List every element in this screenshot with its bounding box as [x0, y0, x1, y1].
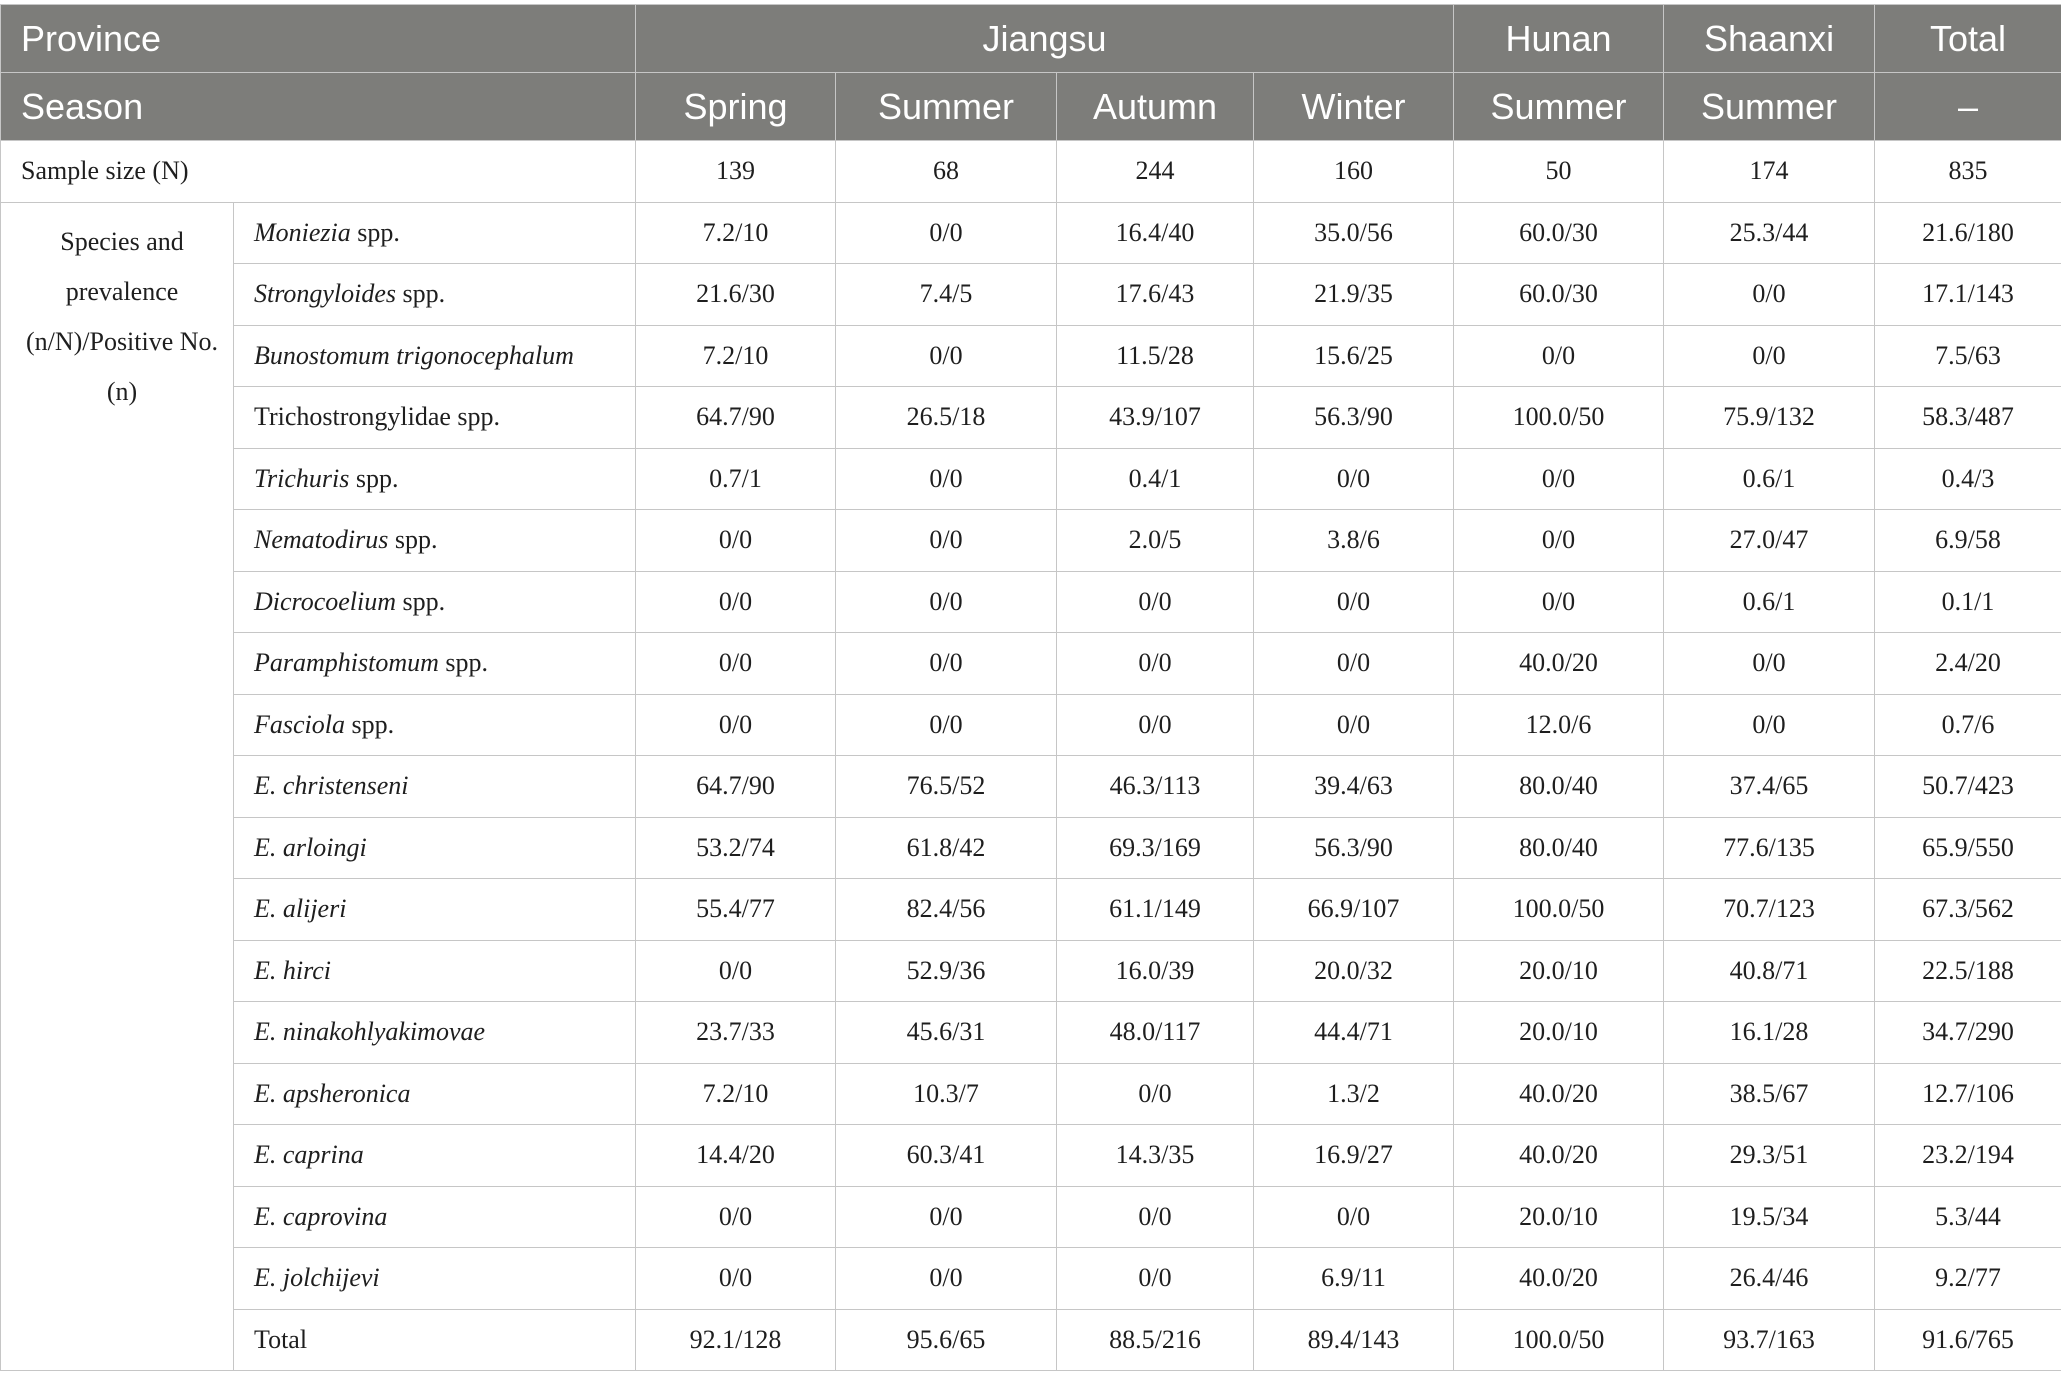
- species-name-italic: E. jolchijevi: [254, 1263, 380, 1293]
- prevalence-cell: 0/0: [1057, 571, 1254, 633]
- prevalence-cell: 19.5/34: [1664, 1186, 1875, 1248]
- prevalence-cell: 14.3/35: [1057, 1125, 1254, 1187]
- species-name-italic: Moniezia: [254, 217, 351, 247]
- table-row: [1, 510, 2061, 572]
- species-name: [234, 694, 636, 756]
- table-row: [1, 1063, 2061, 1125]
- species-name-rest: spp.: [349, 463, 399, 493]
- prevalence-cell: 7.5/63: [1875, 325, 2061, 387]
- prevalence-cell: 21.9/35: [1254, 264, 1454, 326]
- species-name-italic: Nematodirus: [254, 525, 389, 555]
- species-name: [234, 756, 636, 818]
- season-cell: Spring: [636, 73, 836, 141]
- prevalence-cell: 64.7/90: [636, 387, 836, 449]
- prevalence-cell: 0/0: [836, 1248, 1057, 1310]
- species-name: [234, 387, 636, 449]
- table-row: [1, 571, 2061, 633]
- season-cell: Winter: [1254, 73, 1454, 141]
- prevalence-cell: 21.6/180: [1875, 202, 2061, 264]
- prevalence-cell: 0/0: [1254, 633, 1454, 695]
- species-name: [234, 448, 636, 510]
- prevalence-cell: 52.9/36: [836, 940, 1057, 1002]
- season-cell: –: [1875, 73, 2061, 141]
- prevalence-cell: 0/0: [1254, 1186, 1454, 1248]
- prevalence-cell: 60.0/30: [1454, 264, 1664, 326]
- prevalence-cell: 16.9/27: [1254, 1125, 1454, 1187]
- prevalence-cell: 0/0: [1254, 448, 1454, 510]
- prevalence-cell: 45.6/31: [836, 1002, 1057, 1064]
- prevalence-cell: 0/0: [1664, 633, 1875, 695]
- prevalence-cell: 25.3/44: [1664, 202, 1875, 264]
- species-name-italic: E. caprina: [254, 1140, 364, 1170]
- prevalence-cell: 0/0: [636, 633, 836, 695]
- table-row: [1, 264, 2061, 326]
- sample-size-cell: 139: [636, 141, 836, 203]
- prevalence-table: [0, 4, 2061, 1371]
- species-name-italic: E. ninakohlyakimovae: [254, 1017, 486, 1047]
- prevalence-cell: 0/0: [1454, 510, 1664, 572]
- table-row: [1, 940, 2061, 1002]
- season-cell: Summer: [1664, 73, 1875, 141]
- species-name: [234, 1186, 636, 1248]
- prevalence-cell: 0/0: [1057, 1063, 1254, 1125]
- table-row: [1, 1002, 2061, 1064]
- prevalence-cell: 93.7/163: [1664, 1309, 1875, 1371]
- prevalence-cell: 0.6/1: [1664, 448, 1875, 510]
- prevalence-cell: 7.2/10: [636, 325, 836, 387]
- table-row: [1, 694, 2061, 756]
- table-row: [1, 756, 2061, 818]
- prevalence-cell: 0/0: [1454, 448, 1664, 510]
- season-header: Season: [1, 73, 636, 141]
- prevalence-cell: 61.1/149: [1057, 879, 1254, 941]
- species-name-italic: Paramphistomum: [254, 648, 439, 678]
- sample-size-row: [1, 141, 2061, 203]
- prevalence-cell: 21.6/30: [636, 264, 836, 326]
- species-name-italic: E. alijeri: [254, 894, 347, 924]
- prevalence-cell: 0/0: [636, 571, 836, 633]
- prevalence-cell: 0.4/3: [1875, 448, 2061, 510]
- season-cell: Summer: [836, 73, 1057, 141]
- prevalence-cell: 0/0: [636, 694, 836, 756]
- hunan-header: Hunan: [1454, 5, 1664, 73]
- prevalence-cell: 48.0/117: [1057, 1002, 1254, 1064]
- prevalence-cell: 23.2/194: [1875, 1125, 2061, 1187]
- prevalence-cell: 22.5/188: [1875, 940, 2061, 1002]
- prevalence-cell: 0.6/1: [1664, 571, 1875, 633]
- prevalence-cell: 75.9/132: [1664, 387, 1875, 449]
- prevalence-cell: 91.6/765: [1875, 1309, 2061, 1371]
- prevalence-cell: 2.0/5: [1057, 510, 1254, 572]
- prevalence-cell: 46.3/113: [1057, 756, 1254, 818]
- sample-size-cell: 50: [1454, 141, 1664, 203]
- prevalence-cell: 2.4/20: [1875, 633, 2061, 695]
- prevalence-cell: 95.6/65: [836, 1309, 1057, 1371]
- species-name: [234, 325, 636, 387]
- table-row: [1, 325, 2061, 387]
- prevalence-cell: 16.0/39: [1057, 940, 1254, 1002]
- prevalence-cell: 0/0: [636, 1186, 836, 1248]
- prevalence-cell: 0/0: [1664, 264, 1875, 326]
- header-row-province: [1, 5, 2061, 73]
- table-row: [1, 633, 2061, 695]
- species-name: [234, 1063, 636, 1125]
- species-name-rest: Total: [254, 1324, 308, 1354]
- prevalence-cell: 100.0/50: [1454, 879, 1664, 941]
- prevalence-cell: 0/0: [636, 940, 836, 1002]
- prevalence-cell: 0/0: [636, 510, 836, 572]
- sample-size-cell: 835: [1875, 141, 2061, 203]
- prevalence-cell: 0/0: [1664, 694, 1875, 756]
- species-name-rest: spp.: [396, 279, 446, 309]
- species-name-rest: spp.: [388, 525, 438, 555]
- table-row: [1, 1125, 2061, 1187]
- total-header: Total: [1875, 5, 2061, 73]
- species-name-italic: E. arloingi: [254, 832, 367, 862]
- prevalence-cell: 89.4/143: [1254, 1309, 1454, 1371]
- prevalence-cell: 56.3/90: [1254, 387, 1454, 449]
- table-row: [1, 879, 2061, 941]
- prevalence-cell: 100.0/50: [1454, 1309, 1664, 1371]
- prevalence-cell: 40.0/20: [1454, 1248, 1664, 1310]
- prevalence-cell: 0/0: [1254, 694, 1454, 756]
- prevalence-cell: 35.0/56: [1254, 202, 1454, 264]
- species-name-italic: E. apsheronica: [254, 1078, 411, 1108]
- jiangsu-header: Jiangsu: [636, 5, 1454, 73]
- species-name: [234, 940, 636, 1002]
- species-name-italic: Dicrocoelium: [254, 586, 396, 616]
- prevalence-cell: 17.6/43: [1057, 264, 1254, 326]
- prevalence-cell: 77.6/135: [1664, 817, 1875, 879]
- table-row: [1, 448, 2061, 510]
- sample-size-cell: 174: [1664, 141, 1875, 203]
- prevalence-cell: 50.7/423: [1875, 756, 2061, 818]
- prevalence-cell: 69.3/169: [1057, 817, 1254, 879]
- sample-size-cell: 68: [836, 141, 1057, 203]
- prevalence-cell: 16.1/28: [1664, 1002, 1875, 1064]
- species-name-rest: spp.: [350, 217, 400, 247]
- prevalence-cell: 0/0: [1057, 1186, 1254, 1248]
- prevalence-cell: 11.5/28: [1057, 325, 1254, 387]
- prevalence-cell: 10.3/7: [836, 1063, 1057, 1125]
- season-cell: Autumn: [1057, 73, 1254, 141]
- prevalence-cell: 92.1/128: [636, 1309, 836, 1371]
- prevalence-cell: 15.6/25: [1254, 325, 1454, 387]
- prevalence-cell: 65.9/550: [1875, 817, 2061, 879]
- prevalence-cell: 66.9/107: [1254, 879, 1454, 941]
- prevalence-cell: 20.0/10: [1454, 940, 1664, 1002]
- species-name-rest: Trichostrongylidae spp.: [254, 402, 501, 432]
- prevalence-cell: 56.3/90: [1254, 817, 1454, 879]
- prevalence-cell: 26.5/18: [836, 387, 1057, 449]
- prevalence-cell: 60.3/41: [836, 1125, 1057, 1187]
- table-row: [1, 817, 2061, 879]
- prevalence-cell: 3.8/6: [1254, 510, 1454, 572]
- prevalence-cell: 55.4/77: [636, 879, 836, 941]
- prevalence-cell: 61.8/42: [836, 817, 1057, 879]
- species-name: [234, 1248, 636, 1310]
- prevalence-cell: 7.2/10: [636, 202, 836, 264]
- prevalence-cell: 6.9/11: [1254, 1248, 1454, 1310]
- season-cell: Summer: [1454, 73, 1664, 141]
- species-name-italic: Trichuris: [254, 463, 350, 493]
- table-row: [1, 1309, 2061, 1371]
- prevalence-cell: 44.4/71: [1254, 1002, 1454, 1064]
- group-label: Species and prevalence (n/N)/Positive No. (n): [1, 202, 234, 1371]
- sample-size-cell: 160: [1254, 141, 1454, 203]
- species-name-rest: spp.: [438, 648, 489, 678]
- prevalence-cell: 80.0/40: [1454, 756, 1664, 818]
- prevalence-cell: 0/0: [1254, 571, 1454, 633]
- species-name: [234, 1125, 636, 1187]
- prevalence-cell: 14.4/20: [636, 1125, 836, 1187]
- prevalence-cell: 40.0/20: [1454, 633, 1664, 695]
- prevalence-cell: 80.0/40: [1454, 817, 1664, 879]
- prevalence-cell: 27.0/47: [1664, 510, 1875, 572]
- header-row-season: [1, 73, 2061, 141]
- prevalence-cell: 0.1/1: [1875, 571, 2061, 633]
- species-name: [234, 264, 636, 326]
- species-name: [234, 1002, 636, 1064]
- prevalence-cell: 40.8/71: [1664, 940, 1875, 1002]
- prevalence-cell: 88.5/216: [1057, 1309, 1254, 1371]
- species-name: [234, 202, 636, 264]
- prevalence-cell: 20.0/32: [1254, 940, 1454, 1002]
- sample-size-cell: 244: [1057, 141, 1254, 203]
- prevalence-cell: 0/0: [1057, 1248, 1254, 1310]
- species-name-rest: spp.: [396, 586, 446, 616]
- prevalence-cell: 0/0: [1664, 325, 1875, 387]
- table-row: [1, 202, 2061, 264]
- table-row: [1, 1248, 2061, 1310]
- species-name: [234, 1309, 636, 1371]
- prevalence-cell: 29.3/51: [1664, 1125, 1875, 1187]
- prevalence-cell: 0/0: [836, 571, 1057, 633]
- prevalence-cell: 0.4/1: [1057, 448, 1254, 510]
- prevalence-cell: 0/0: [1057, 694, 1254, 756]
- prevalence-cell: 0/0: [636, 1248, 836, 1310]
- prevalence-cell: 0/0: [836, 1186, 1057, 1248]
- prevalence-cell: 0.7/1: [636, 448, 836, 510]
- prevalence-cell: 38.5/67: [1664, 1063, 1875, 1125]
- prevalence-cell: 82.4/56: [836, 879, 1057, 941]
- prevalence-cell: 0.7/6: [1875, 694, 2061, 756]
- species-name: [234, 510, 636, 572]
- prevalence-cell: 100.0/50: [1454, 387, 1664, 449]
- prevalence-cell: 16.4/40: [1057, 202, 1254, 264]
- prevalence-cell: 76.5/52: [836, 756, 1057, 818]
- prevalence-cell: 20.0/10: [1454, 1002, 1664, 1064]
- prevalence-cell: 0/0: [836, 694, 1057, 756]
- prevalence-cell: 40.0/20: [1454, 1063, 1664, 1125]
- prevalence-cell: 37.4/65: [1664, 756, 1875, 818]
- prevalence-cell: 64.7/90: [636, 756, 836, 818]
- prevalence-cell: 39.4/63: [1254, 756, 1454, 818]
- prevalence-cell: 12.0/6: [1454, 694, 1664, 756]
- prevalence-cell: 20.0/10: [1454, 1186, 1664, 1248]
- species-name-italic: Bunostomum trigonocephalum: [254, 340, 574, 370]
- prevalence-cell: 60.0/30: [1454, 202, 1664, 264]
- province-header: Province: [1, 5, 636, 73]
- prevalence-cell: 6.9/58: [1875, 510, 2061, 572]
- species-name-italic: Fasciola: [254, 709, 345, 739]
- species-name-italic: E. caprovina: [254, 1201, 388, 1231]
- prevalence-cell: 53.2/74: [636, 817, 836, 879]
- prevalence-cell: 43.9/107: [1057, 387, 1254, 449]
- prevalence-cell: 1.3/2: [1254, 1063, 1454, 1125]
- table-row: [1, 1186, 2061, 1248]
- species-name-italic: E. hirci: [254, 955, 332, 985]
- species-name-italic: E. christenseni: [254, 771, 409, 801]
- prevalence-cell: 34.7/290: [1875, 1002, 2061, 1064]
- species-name: [234, 633, 636, 695]
- prevalence-cell: 0/0: [836, 510, 1057, 572]
- prevalence-cell: 23.7/33: [636, 1002, 836, 1064]
- prevalence-cell: 0/0: [1057, 633, 1254, 695]
- prevalence-cell: 67.3/562: [1875, 879, 2061, 941]
- species-name: [234, 571, 636, 633]
- species-name: [234, 817, 636, 879]
- prevalence-cell: 0/0: [1454, 571, 1664, 633]
- prevalence-cell: 0/0: [836, 633, 1057, 695]
- prevalence-cell: 0/0: [1454, 325, 1664, 387]
- prevalence-cell: 0/0: [836, 202, 1057, 264]
- prevalence-cell: 26.4/46: [1664, 1248, 1875, 1310]
- prevalence-cell: 9.2/77: [1875, 1248, 2061, 1310]
- prevalence-cell: 0/0: [836, 448, 1057, 510]
- prevalence-cell: 12.7/106: [1875, 1063, 2061, 1125]
- species-name-italic: Strongyloides: [254, 279, 397, 309]
- prevalence-cell: 17.1/143: [1875, 264, 2061, 326]
- sample-size-label: Sample size (N): [1, 141, 636, 203]
- prevalence-cell: 5.3/44: [1875, 1186, 2061, 1248]
- species-name: [234, 879, 636, 941]
- species-name-rest: spp.: [345, 709, 395, 739]
- table-row: [1, 387, 2061, 449]
- prevalence-cell: 0/0: [836, 325, 1057, 387]
- prevalence-cell: 40.0/20: [1454, 1125, 1664, 1187]
- shaanxi-header: Shaanxi: [1664, 5, 1875, 73]
- prevalence-cell: 70.7/123: [1664, 879, 1875, 941]
- prevalence-cell: 7.2/10: [636, 1063, 836, 1125]
- prevalence-cell: 7.4/5: [836, 264, 1057, 326]
- prevalence-cell: 58.3/487: [1875, 387, 2061, 449]
